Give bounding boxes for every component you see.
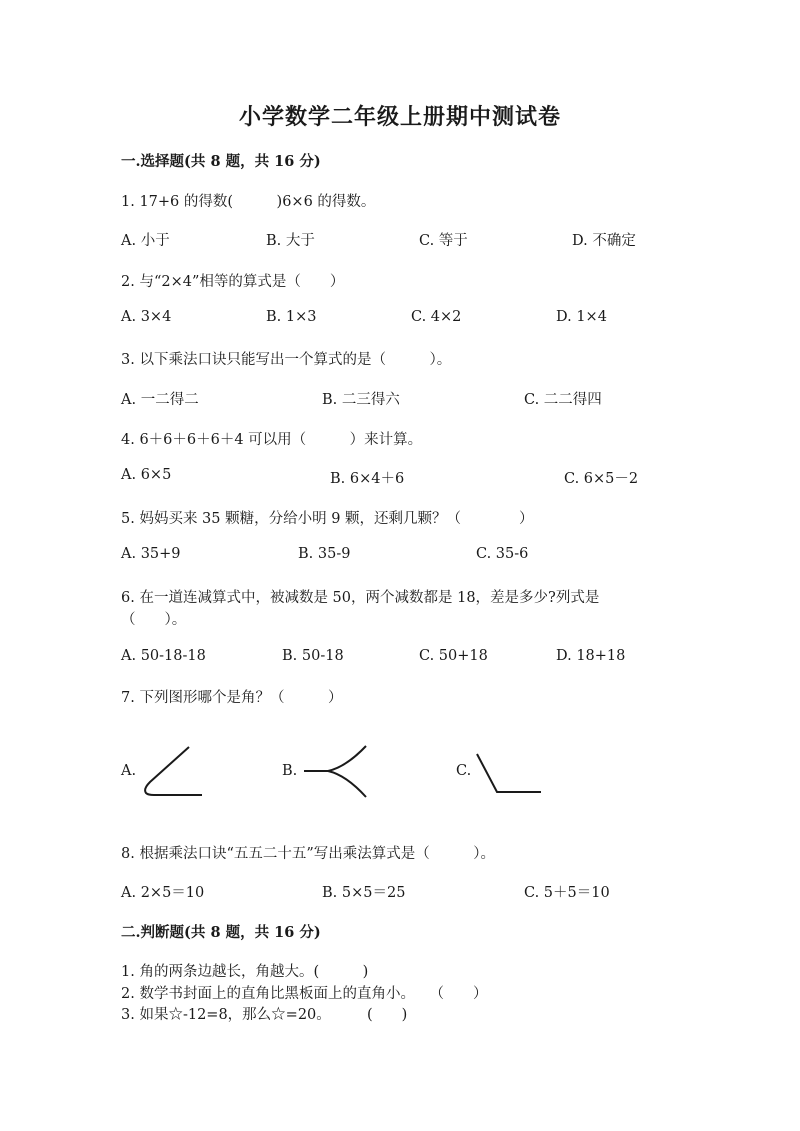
question-1-stem: 1. 17+6 的得数( )6×6 的得数。 [121,194,376,210]
question-2-option-a[interactable]: A. 3×4 [121,309,172,325]
section-heading-judgement: 二.判断题(共 8 题，共 16 分) [121,924,321,941]
question-6-stem-line2: （ ）。 [121,612,187,628]
question-4-option-c[interactable]: C. 6×5－2 [564,471,639,487]
question-2-option-d[interactable]: D. 1×4 [556,309,607,325]
question-2-stem: 2. 与“2×4”相等的算式是（ ） [121,274,345,290]
question-1-option-d[interactable]: D. 不确定 [572,233,636,249]
question-8-option-b[interactable]: B. 5×5＝25 [322,885,406,901]
question-6-stem: 6. 在一道连减算式中，被减数是 50，两个减数都是 18，差是多少?列式是 [121,590,600,606]
question-6-option-d[interactable]: D. 18+18 [556,648,626,664]
question-6-option-a[interactable]: A. 50-18-18 [121,648,206,664]
question-2-option-c[interactable]: C. 4×2 [411,309,462,325]
angle-figure-c [473,748,545,798]
curved-figure-b [300,740,372,802]
question-3-option-a[interactable]: A. 一二得二 [121,392,199,408]
judgement-item-2: 2. 数学书封面上的直角比黑板面上的直角小。 （ ） [121,986,488,1002]
section-heading-choice: 一.选择题(共 8 题，共 16 分) [121,153,321,170]
question-5-stem: 5. 妈妈买来 35 颗糖，分给小明 9 颗，还剩几颗？（ ） [121,511,534,527]
question-4-option-b[interactable]: B. 6×4＋6 [330,471,405,487]
question-8-stem: 8. 根据乘法口诀“五五二十五”写出乘法算式是（ ）。 [121,846,496,862]
judgement-item-3: 3. 如果☆-12=8，那么☆=20。 ( ) [121,1007,408,1023]
question-5-option-c[interactable]: C. 35-6 [476,546,529,562]
angle-figure-a [140,742,206,800]
question-8-option-a[interactable]: A. 2×5＝10 [121,885,205,901]
question-4-stem: 4. 6＋6＋6＋6＋4 可以用（ ）来计算。 [121,432,423,448]
question-8-option-c[interactable]: C. 5＋5＝10 [524,885,610,901]
judgement-item-1: 1. 角的两条边越长，角越大。( ) [121,964,369,980]
question-7-option-b[interactable]: B. [282,763,298,779]
question-1-option-c[interactable]: C. 等于 [419,233,468,249]
question-3-option-b[interactable]: B. 二三得六 [322,392,400,408]
question-2-option-b[interactable]: B. 1×3 [266,309,317,325]
question-3-stem: 3. 以下乘法口诀只能写出一个算式的是（ ）。 [121,352,452,368]
question-4-option-a[interactable]: A. 6×5 [121,467,172,483]
question-7-option-c[interactable]: C. [456,763,472,779]
question-6-option-b[interactable]: B. 50-18 [282,648,344,664]
question-5-option-a[interactable]: A. 35+9 [121,546,181,562]
question-1-option-a[interactable]: A. 小于 [121,233,170,249]
question-6-option-c[interactable]: C. 50+18 [419,648,488,664]
question-7-stem: 7. 下列图形哪个是角？（ ） [121,690,343,706]
question-5-option-b[interactable]: B. 35-9 [298,546,351,562]
page-title: 小学数学二年级上册期中测试卷 [238,104,561,130]
question-1-option-b[interactable]: B. 大于 [266,233,315,249]
question-3-option-c[interactable]: C. 二二得四 [524,392,602,408]
question-7-option-a[interactable]: A. [121,763,137,779]
